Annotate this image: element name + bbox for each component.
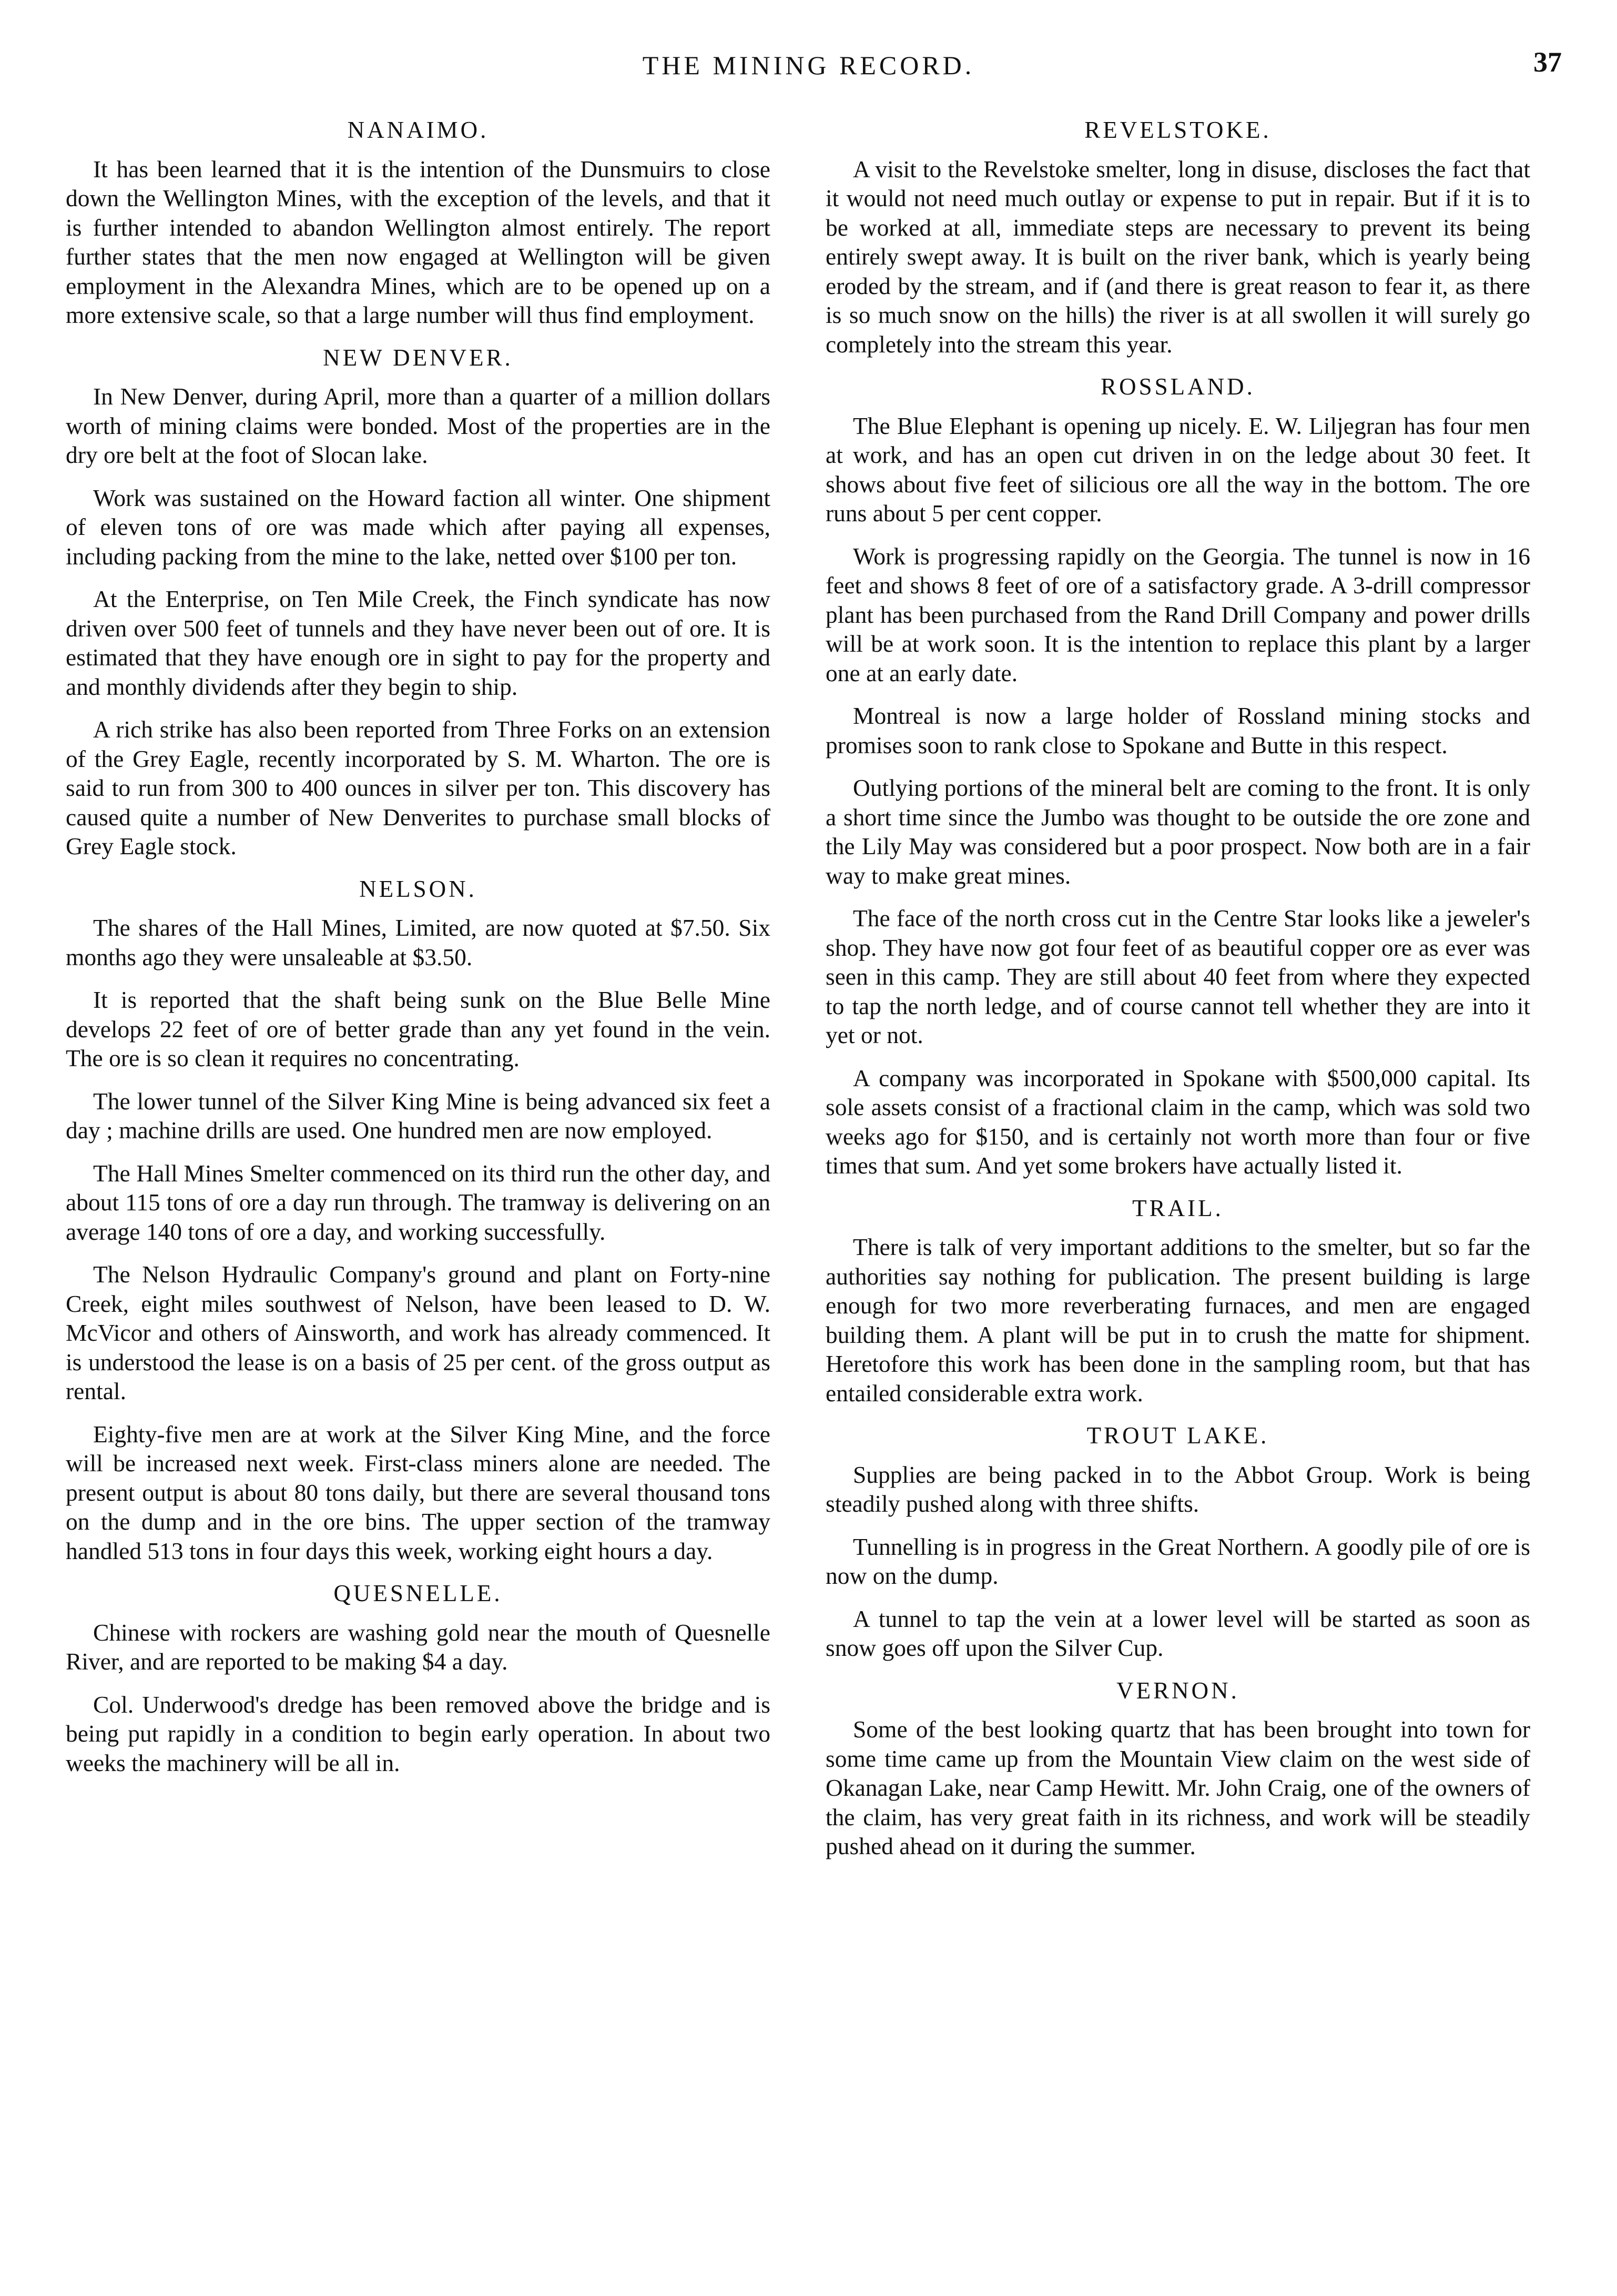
article-paragraph: There is talk of very important additions to the smelter, but so far the authorities say nothing for publication. The present building is large enough for two more reverberating furnaces, and men are engaged building them. A plant will be put in to crush the matte for shipment. Heretofore this work has been done in the sampling room, but that has entailed considerable extra work. xyxy=(826,1233,1530,1407)
article-section xyxy=(826,1194,1530,1408)
section-heading: VERNON. xyxy=(1116,1677,1239,1704)
article-paragraph: The Blue Elephant is opening up nicely. E. W. Liljegran has four men at work, and has an open cut driven in on the ledge about 30 feet. It shows about five feet of silicious ore all the way in the bottom. The ore runs about 5 per cent copper. xyxy=(826,412,1530,527)
article-paragraph: The shares of the Hall Mines, Limited, are now quoted at $7.50. Six months ago they were unsaleable at $3.50. xyxy=(66,914,770,970)
article-paragraph: Chinese with rockers are washing gold near the mouth of Quesnelle River, and are reported to be making $4 a day. xyxy=(66,1619,770,1675)
section-heading: NELSON. xyxy=(359,875,477,902)
article-paragraph: A rich strike has also been reported from Three Forks on an extension of the Grey Eagle, recently incorporated by S. M. Wharton. The ore is said to run from 300 to 400 ounces in silver per ton. This discovery has caused quite a number of New Denverites to purchase small blocks of Grey Eagle stock. xyxy=(66,716,770,859)
page-number: 37 xyxy=(1533,46,1562,78)
running-title: THE MINING RECORD. xyxy=(642,50,975,80)
article-section xyxy=(66,875,770,1566)
article-paragraph: The lower tunnel of the Silver King Mine is being advanced six feet a day ; machine drills are used. One hundred men are now employed. xyxy=(66,1087,770,1144)
article-section xyxy=(826,372,1530,1180)
section-heading: ROSSLAND. xyxy=(1101,373,1255,400)
article-paragraph: Montreal is now a large holder of Rossland mining stocks and promises soon to rank close to Spokane and Butte in this respect. xyxy=(826,702,1530,758)
page-header xyxy=(0,46,1617,92)
article-paragraph: Col. Underwood's dredge has been removed above the bridge and is being put rapidly in a condition to begin early operation. In about two weeks the machinery will be all in. xyxy=(66,1691,770,1776)
left-column xyxy=(66,110,770,1791)
article-paragraph: Some of the best looking quartz that has been brought into town for some time came up from the Mountain View claim on the west side of Okanagan Lake, near Camp Hewitt. Mr. John Craig, one of the owners of the claim, has very great faith in its richness, and work will be steadily pushed ahead on it during the summer. xyxy=(826,1716,1530,1859)
article-paragraph: Work was sustained on the Howard faction all winter. One shipment of eleven tons of ore was made which after paying all expenses, including packing from the mine to the lake, netted over $100 per ton. xyxy=(66,484,770,570)
article-section xyxy=(826,1421,1530,1663)
article-paragraph: A tunnel to tap the vein at a lower level will be started as soon as snow goes off upon the Silver Cup. xyxy=(826,1605,1530,1661)
article-paragraph: It is reported that the shaft being sunk on the Blue Belle Mine develops 22 feet of ore of better grade than any yet found in the vein. The ore is so clean it requires no concentrating. xyxy=(66,986,770,1071)
article-section xyxy=(66,1579,770,1777)
article-section xyxy=(66,116,770,330)
article-paragraph: Work is progressing rapidly on the Georgia. The tunnel is now in 16 feet and shows 8 feet of ore of a satisfactory grade. A 3-drill compressor plant has been purchased from the Rand Drill Company and power drills will be at work soon. It is the intention to replace this plant by a larger one at an early date. xyxy=(826,542,1530,686)
article-paragraph: A visit to the Revelstoke smelter, long in disuse, discloses the fact that it would not need much outlay or expense to put in repair. But if it is to be worked at all, immediate steps are necessary to prevent its being entirely swept away. It is built on the river bank, which is yearly being eroded by the stream, and if (and there is great reason to fear it, as there is so much snow on the hills) the river is at all swollen it will surely go completely into the stream this year. xyxy=(826,155,1530,358)
article-paragraph: Tunnelling is in progress in the Great Northern. A goodly pile of ore is now on the dump. xyxy=(826,1533,1530,1589)
section-heading: TROUT LAKE. xyxy=(1086,1422,1269,1449)
article-section xyxy=(826,116,1530,359)
article-paragraph: Supplies are being packed in to the Abbot Group. Work is being steadily pushed along with three shifts. xyxy=(826,1461,1530,1517)
section-heading: NANAIMO. xyxy=(347,117,489,143)
article-section xyxy=(826,1676,1530,1861)
section-heading: REVELSTOKE. xyxy=(1084,117,1272,143)
article-paragraph: A company was incorporated in Spokane with $500,000 capital. Its sole assets consist of a fractional claim in the camp, which was sold two weeks ago for $150, and is certainly not worth more than four or five times that sum. And yet some brokers have actually listed it. xyxy=(826,1064,1530,1179)
article-paragraph: Outlying portions of the mineral belt are coming to the front. It is only a short time since the Jumbo was thought to be outside the ore zone and the Lily May was considered but a poor prospect. Now both are in a fair way to make great mines. xyxy=(826,774,1530,889)
article-section xyxy=(66,343,770,861)
article-paragraph: The face of the north cross cut in the Centre Star looks like a jeweler's shop. They have now got four feet of as beautiful copper ore as ever was seen in this camp. They are still about 40 feet from where they expected to tap the north ledge, and of course cannot tell whether they are into it yet or not. xyxy=(826,905,1530,1048)
article-paragraph: The Nelson Hydraulic Company's ground and plant on Forty-nine Creek, eight miles southwest of Nelson, have been leased to D. W. McVicor and others of Ainsworth, and work has already commenced. It is understood the lease is on a basis of 25 per cent. of the gross output as rental. xyxy=(66,1261,770,1404)
article-paragraph: At the Enterprise, on Ten Mile Creek, the Finch syndicate has now driven over 500 feet of tunnels and they have never been out of ore. It is estimated that they have enough ore in sight to pay for the property and and monthly dividends after they begin to ship. xyxy=(66,585,770,700)
section-heading: NEW DENVER. xyxy=(323,344,513,371)
article-paragraph: Eighty-five men are at work at the Silver King Mine, and the force will be increased next week. First-class miners alone are needed. The present output is about 80 tons daily, but there are several thousand tons on the dump and in the ore bins. The upper section of the tramway handled 513 tons in four days this week, working eight hours a day. xyxy=(66,1420,770,1564)
right-column xyxy=(826,110,1530,1875)
article-paragraph: In New Denver, during April, more than a quarter of a million dollars worth of mining claims were bonded. Most of the properties are in the dry ore belt at the foot of Slocan lake. xyxy=(66,383,770,468)
section-heading: TRAIL. xyxy=(1132,1195,1224,1221)
article-paragraph: The Hall Mines Smelter commenced on its third run the other day, and about 115 tons of ore a day run through. The tramway is delivering on an average 140 tons of ore a day, and working successfully. xyxy=(66,1159,770,1245)
article-paragraph: It has been learned that it is the intention of the Dunsmuirs to close down the Wellington Mines, with the exception of the levels, and that it is further intended to abandon Wellington almost entirely. The report further states that the men now engaged at Wellington will be given employment in the Alexandra Mines, which are to be opened up on a more extensive scale, so that a large number will thus find employment. xyxy=(66,155,770,328)
section-heading: QUESNELLE. xyxy=(333,1580,503,1606)
